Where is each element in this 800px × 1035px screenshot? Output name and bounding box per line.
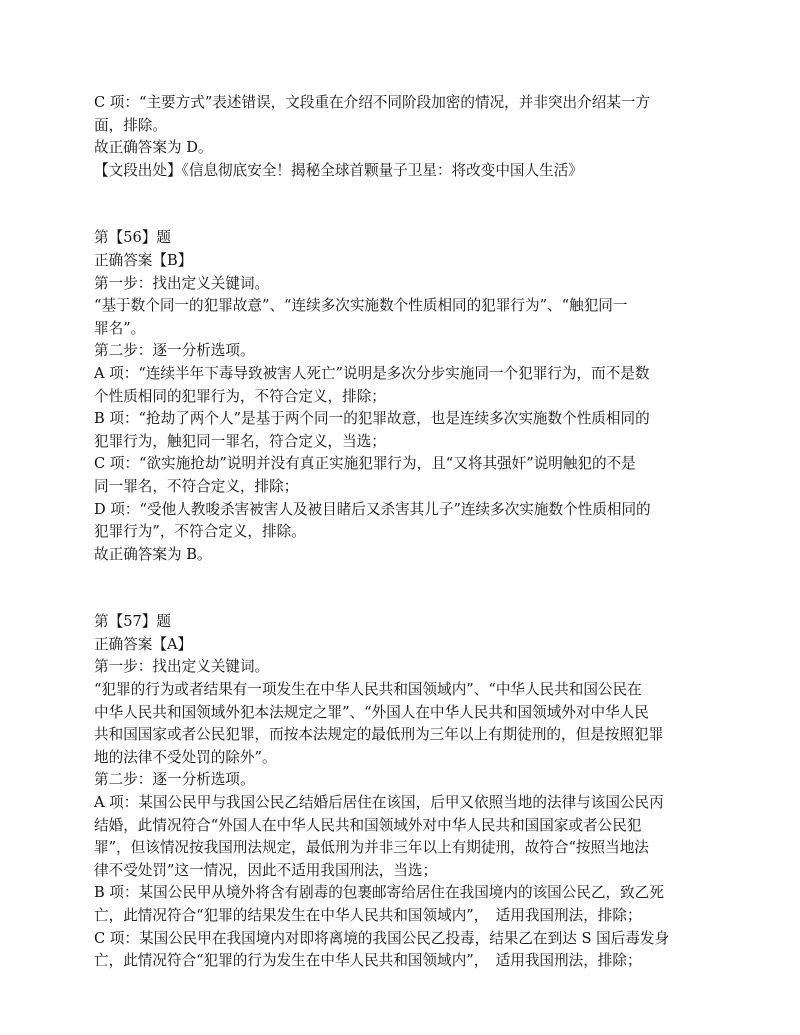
option-c-line: C 项：某国公民甲在我国境内对即将离境的我国公民乙投毒，结果乙在到达 S 国后毒发身 (94, 929, 670, 947)
option-d-line: D 项：“受他人教唆杀害被害人及被目睹后又杀害其儿子”连续多次实施数个性质相同的 (94, 500, 651, 518)
option-c-analysis-line: C 项：“主要方式”表述错误，文段重在介绍不同阶段加密的情况，并非突出介绍某一方 (94, 94, 651, 111)
question-57-section (94, 611, 714, 973)
option-c-line: 同一罪名，不符合定义，排除； (94, 477, 299, 495)
option-a-line: 个性质相同的犯罪行为，不符合定义，排除； (94, 387, 386, 405)
option-c-line: 亡，此情况符合“犯罪的行为发生在中华人民共和国领域内”， 适用我国刑法，排除； (94, 952, 642, 970)
step-two-line: 第二步：逐一分析选项。 (94, 342, 255, 360)
option-b-line: B 项：“抢劫了两个人”是基于两个同一的犯罪故意，也是连续多次实施数个性质相同的 (94, 410, 650, 428)
document-page (94, 92, 714, 973)
option-a-line: 律不受处罚”这一情况，因此不适用我国刑法，当选； (94, 861, 438, 879)
definition-keywords-line: 罪名”。 (94, 319, 146, 337)
step-one-line: 第一步：找出定义关键词。 (94, 274, 270, 292)
option-c-analysis-line: 面，排除。 (94, 116, 167, 134)
option-c-line: C 项：“欲实施抢劫”说明并没有真正实施犯罪行为，且“又将其强奸”说明触犯的不是 (94, 455, 636, 473)
question-56-title: 第【56】题 (94, 229, 171, 247)
definition-keywords-line: “犯罪的行为或者结果有一项发生在中华人民共和国领域内”、“中华人民共和国公民在 (94, 681, 642, 699)
definition-keywords-line: 地的法律不受处罚的除外”。 (94, 748, 277, 766)
section-gap (94, 182, 714, 227)
option-a-line: A 项：“连续半年下毒导致被害人死亡”说明是多次分步实施同一个犯罪行为，而不是数 (94, 364, 650, 382)
step-one-line: 第一步：找出定义关键词。 (94, 658, 270, 676)
step-two-line: 第二步：逐一分析选项。 (94, 771, 255, 789)
option-b-line: B 项：某国公民甲从境外将含有剧毒的包裹邮寄给居住在我国境内的该国公民乙，致乙死 (94, 884, 664, 902)
answer-line: 故正确答案为 B。 (94, 545, 212, 563)
definition-keywords-line: 共和国国家或者公民犯罪，而按本法规定的最低刑为三年以上有期徒刑的，但是按照犯罪 (94, 726, 664, 744)
question-56-section (94, 227, 714, 566)
question-57-title: 第【57】题 (94, 613, 171, 631)
source-line: 【文段出处】《信息彻底安全！揭秘全球首颗量子卫星：将改变中国人生活》 (94, 161, 583, 179)
option-b-line: 犯罪行为，触犯同一罪名，符合定义，当选； (94, 432, 386, 450)
option-d-line: 犯罪行为”，不符合定义，排除。 (94, 523, 306, 541)
definition-keywords-line: “基于数个同一的犯罪故意”、“连续多次实施数个性质相同的犯罪行为”、“触犯同一 (94, 297, 628, 315)
option-b-line: 亡，此情况符合“犯罪的结果发生在中华人民共和国领域内”， 适用我国刑法，排除； (94, 907, 642, 924)
definition-keywords-line: 中华人民共和国领域外犯本法规定之罪”、“外国人在中华人民共和国领域外对中华人民 (94, 703, 649, 721)
option-a-line: 结婚，此情况符合“外国人在中华人民共和国领域外对中华人民共和国国家或者公民犯 (94, 816, 642, 834)
answer-line: 故正确答案为 D。 (94, 139, 213, 157)
question-56-answer: 正确答案【B】 (94, 251, 193, 269)
section-prev-analysis (94, 92, 714, 182)
option-a-line: 罪”，但该情况按我国刑法规定，最低刑为并非三年以上有期徒刑，故符合“按照当地法 (94, 839, 649, 857)
option-a-line: A 项：某国公民甲与我国公民乙结婚后居住在该国，后甲又依照当地的法律与该国公民丙 (94, 794, 664, 812)
question-57-answer: 正确答案【A】 (94, 635, 193, 653)
section-gap (94, 566, 714, 611)
